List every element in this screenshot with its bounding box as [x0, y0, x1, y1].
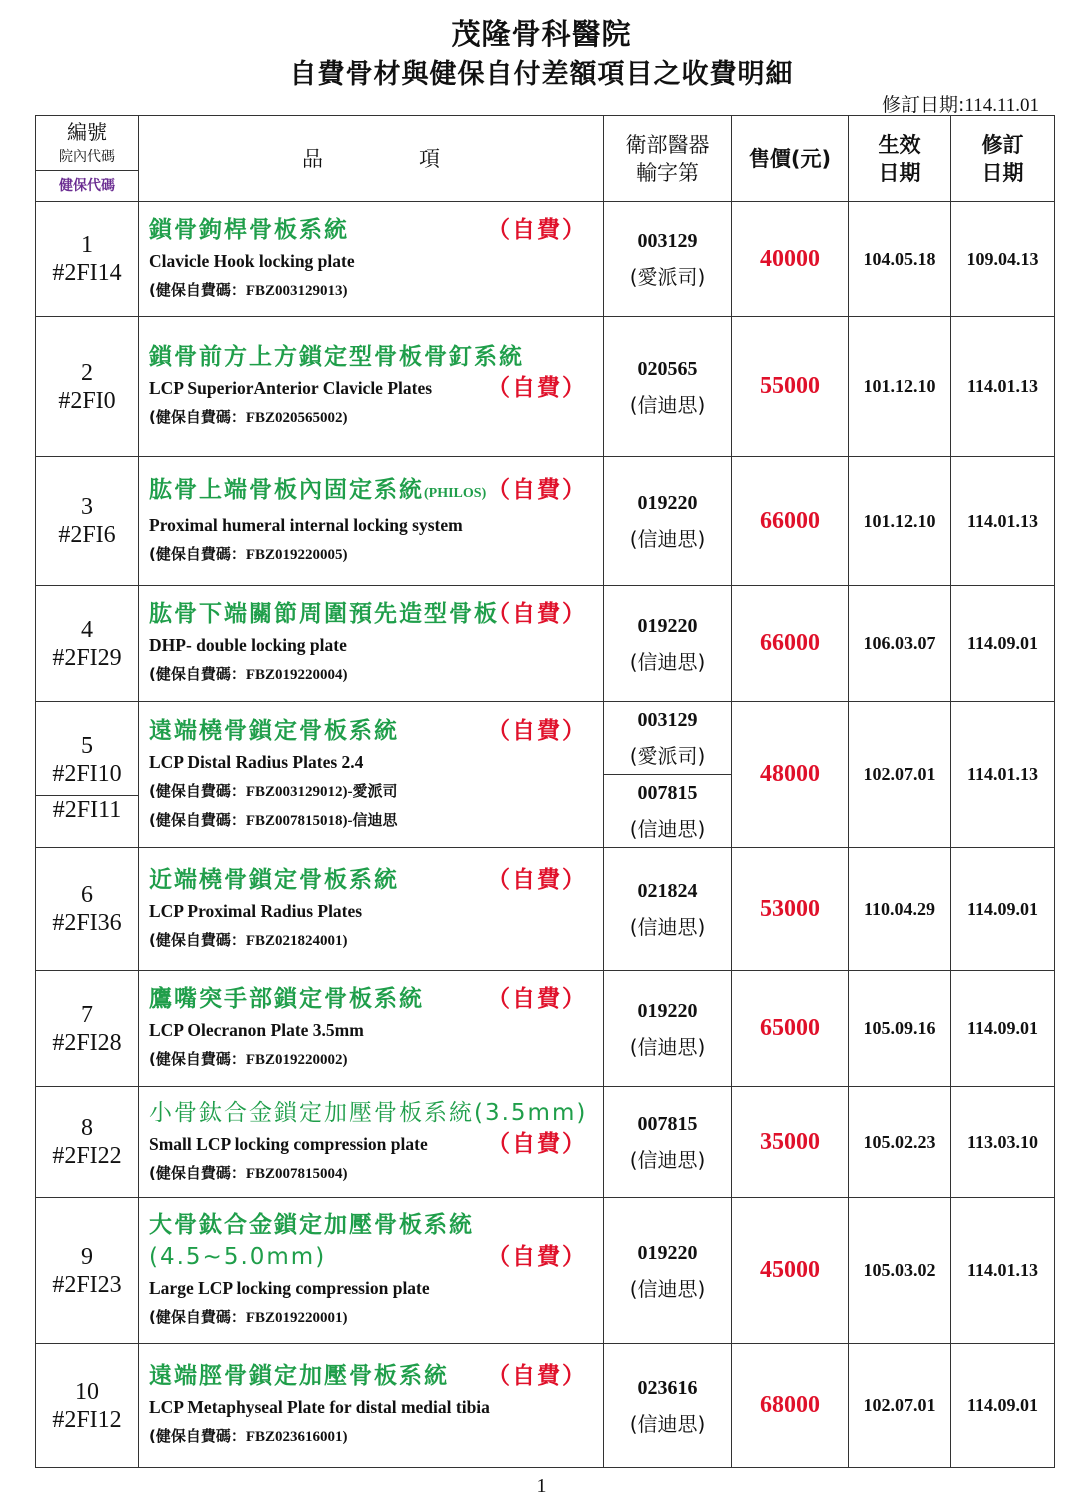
- id-cell: [36, 848, 139, 971]
- internal-code: #2FI28: [52, 1029, 122, 1056]
- self-pay-tag: （自費）: [487, 375, 587, 400]
- internal-code: #2FI0: [58, 387, 116, 414]
- license-cell: [604, 317, 732, 457]
- vendor: (信迪思): [629, 527, 706, 551]
- row-number: 9: [81, 1243, 93, 1270]
- id-cell: [36, 317, 139, 457]
- vendor: (信迪思): [629, 1034, 706, 1059]
- id-cell: [36, 586, 139, 702]
- nhi-code: (健保自費碼：FBZ020565002): [149, 408, 348, 426]
- effective-date-cell: 102.07.01: [849, 702, 951, 848]
- price-cell: 53000: [732, 848, 849, 971]
- self-pay-tag: （自費）: [487, 717, 587, 744]
- self-pay-tag: （自費）: [487, 1244, 587, 1270]
- row-number: 5: [81, 733, 93, 759]
- item-name-en: Small LCP locking compression plate: [149, 1133, 428, 1154]
- revised-date-cell: 113.03.10: [951, 1087, 1055, 1198]
- self-pay-tag: （自費）: [487, 1363, 587, 1389]
- revision-date: 修訂日期:114.11.01: [882, 94, 1039, 116]
- item-cell: [139, 848, 604, 971]
- self-pay-tag: （自費）: [487, 216, 587, 243]
- price-cell: 65000: [732, 971, 849, 1087]
- license-number-2: 007815: [637, 782, 698, 804]
- row-number: 2: [81, 359, 93, 386]
- table-row: [36, 1087, 1055, 1198]
- item-cell: [139, 202, 604, 317]
- row-number: 8: [81, 1115, 93, 1141]
- license-cell: [604, 202, 732, 317]
- license-number: 023616: [637, 1376, 698, 1399]
- table-row: [36, 848, 1055, 971]
- table-row: [36, 317, 1055, 457]
- license-cell: [604, 1087, 732, 1198]
- item-name-zh: 肱骨下端關節周圍預先造型骨板: [149, 601, 499, 627]
- internal-code: #2FI10: [52, 761, 122, 787]
- id-cell: [36, 1198, 139, 1344]
- header-effective: 生效日期: [849, 116, 951, 202]
- item-cell: [139, 1198, 604, 1344]
- id-cell: [36, 457, 139, 586]
- item-name-zh: 遠端脛骨鎖定加壓骨板系統: [149, 1363, 449, 1389]
- item-name-zh: 小骨鈦合金鎖定加壓骨板系統(3.5mm): [149, 1099, 588, 1126]
- header-id: 編號 院內代碼 健保代碼: [36, 116, 139, 202]
- effective-date-cell: 105.02.23: [849, 1087, 951, 1198]
- license-number: 021824: [637, 880, 698, 902]
- item-cell: [139, 702, 604, 848]
- internal-code: #2FI23: [52, 1271, 122, 1298]
- internal-code: #2FI12: [52, 1406, 122, 1433]
- row-number: 3: [81, 494, 93, 520]
- nhi-code: (健保自費碼：FBZ019220004): [149, 665, 348, 683]
- vendor: (信迪思): [629, 915, 706, 939]
- internal-code: #2FI36: [52, 910, 122, 936]
- table-row: [36, 1198, 1055, 1344]
- license-number: 019220: [637, 492, 698, 514]
- license-cell: [604, 971, 732, 1087]
- id-cell: [36, 202, 139, 317]
- revised-date-cell: 114.09.01: [951, 586, 1055, 702]
- license-number: 019220: [637, 999, 698, 1022]
- license-cell: [604, 586, 732, 702]
- item-name-en: LCP SuperiorAnterior Clavicle Plates: [149, 378, 433, 398]
- document-subtitle: 自費骨材與健保自付差額項目之收費明細: [289, 59, 794, 90]
- hospital-title: 茂隆骨科醫院: [451, 17, 632, 51]
- price-cell: 35000: [732, 1087, 849, 1198]
- item-name-en: Clavicle Hook locking plate: [149, 250, 355, 271]
- item-name-zh: 大骨鈦合金鎖定加壓骨板系統: [149, 1212, 474, 1238]
- item-name-en: LCP Metaphyseal Plate for distal medial tibia: [149, 1397, 490, 1417]
- table-row: [36, 702, 1055, 848]
- effective-date-cell: 106.03.07: [849, 586, 951, 702]
- license-cell: [604, 702, 732, 848]
- nhi-code: (健保自費碼：FBZ003129013): [149, 280, 348, 299]
- item-cell: [139, 1087, 604, 1198]
- license-number: 003129: [637, 709, 698, 731]
- price-table: [35, 115, 1055, 1468]
- revised-date-cell: 114.01.13: [951, 457, 1055, 586]
- vendor: (信迪思): [629, 1276, 706, 1301]
- self-pay-tag: （自費）: [487, 866, 587, 893]
- item-name-en: LCP Olecranon Plate 3.5mm: [149, 1020, 364, 1040]
- effective-date-cell: 105.09.16: [849, 971, 951, 1087]
- self-pay-tag: （自費）: [487, 1130, 587, 1156]
- license-number: 007815: [637, 1113, 698, 1135]
- license-cell: [604, 1344, 732, 1468]
- price-cell: 66000: [732, 457, 849, 586]
- license-cell: [604, 848, 732, 971]
- self-pay-tag: （自費）: [487, 986, 587, 1012]
- item-cell: [139, 457, 604, 586]
- effective-date-cell: 101.12.10: [849, 457, 951, 586]
- internal-code: #2FI22: [52, 1143, 122, 1169]
- row-number: 10: [75, 1378, 99, 1405]
- item-name-zh: 遠端橈骨鎖定骨板系統: [149, 717, 399, 744]
- item-name-en: LCP Distal Radius Plates 2.4: [149, 751, 364, 772]
- nhi-code: (健保自費碼：FBZ003129012)-愛派司: [149, 781, 398, 800]
- internal-code: #2FI6: [58, 522, 116, 548]
- price-cell: 66000: [732, 586, 849, 702]
- effective-date-cell: 102.07.01: [849, 1344, 951, 1468]
- header-item: 品 項: [139, 116, 604, 202]
- table-row: [36, 971, 1055, 1087]
- license-cell: [604, 1198, 732, 1344]
- effective-date-cell: 110.04.29: [849, 848, 951, 971]
- revised-date-cell: 114.09.01: [951, 1344, 1055, 1468]
- effective-date-cell: 105.03.02: [849, 1198, 951, 1344]
- vendor-2: (信迪思): [629, 817, 706, 841]
- price-cell: 40000: [732, 202, 849, 317]
- revised-date-cell: 114.01.13: [951, 702, 1055, 848]
- self-pay-tag: （自費）: [487, 476, 587, 503]
- price-cell: 48000: [732, 702, 849, 848]
- table-row: [36, 202, 1055, 317]
- vendor: (信迪思): [629, 1411, 706, 1436]
- effective-date-cell: 101.12.10: [849, 317, 951, 457]
- item-name-en: DHP- double locking plate: [149, 635, 347, 655]
- nhi-code: (健保自費碼：FBZ019220001): [149, 1308, 348, 1326]
- license-cell: [604, 457, 732, 586]
- row-number: 1: [81, 232, 93, 258]
- internal-code: #2FI29: [52, 644, 122, 671]
- table-row: [36, 1344, 1055, 1468]
- item-cell: [139, 1344, 604, 1468]
- id-cell: [36, 702, 139, 848]
- price-cell: 68000: [732, 1344, 849, 1468]
- internal-code: #2FI14: [52, 260, 122, 286]
- nhi-code: (健保自費碼：FBZ019220005): [149, 544, 348, 563]
- id-cell: [36, 971, 139, 1087]
- table-row: [36, 586, 1055, 702]
- price-cell: 45000: [732, 1198, 849, 1344]
- nhi-code-2: (健保自費碼：FBZ007815018)-信迪思: [149, 810, 398, 829]
- vendor: (信迪思): [629, 392, 706, 417]
- license-number: 019220: [637, 1241, 698, 1264]
- revised-date-cell: 109.04.13: [951, 202, 1055, 317]
- price-cell: 55000: [732, 317, 849, 457]
- header-license: 衛部醫器輸字第: [604, 116, 732, 202]
- header-price: 售價(元): [732, 116, 849, 202]
- vendor: (愛派司): [629, 265, 706, 289]
- nhi-code: (健保自費碼：FBZ023616001): [149, 1427, 348, 1445]
- header-revised: 修訂日期: [951, 116, 1055, 202]
- row-number: 4: [81, 616, 93, 643]
- internal-code-2: #2FI11: [52, 797, 122, 823]
- page-number: 1: [536, 1475, 547, 1497]
- item-cell: [139, 317, 604, 457]
- item-name-en: LCP Proximal Radius Plates: [149, 900, 363, 921]
- item-name-zh: 肱骨上端骨板內固定系統: [149, 476, 424, 503]
- vendor: (信迪思): [629, 649, 706, 674]
- item-name-en: Proximal humeral internal locking system: [149, 514, 463, 535]
- row-number: 7: [81, 1001, 93, 1028]
- item-name-zh: 鎖骨前方上方鎖定型骨板骨釘系統: [149, 344, 524, 370]
- revised-date-cell: 114.01.13: [951, 1198, 1055, 1344]
- self-pay-tag: （自費）: [487, 601, 587, 627]
- license-number: 020565: [637, 357, 698, 380]
- vendor: (愛派司): [629, 744, 706, 768]
- item-name-zh: 近端橈骨鎖定骨板系統: [149, 866, 399, 893]
- nhi-code: (健保自費碼：FBZ021824001): [149, 930, 348, 949]
- license-number: 003129: [637, 230, 698, 252]
- item-cell: [139, 971, 604, 1087]
- item-name-zh-small: (PHILOS): [424, 485, 487, 501]
- table-row: [36, 457, 1055, 586]
- revised-date-cell: 114.01.13: [951, 317, 1055, 457]
- license-number: 019220: [637, 614, 698, 637]
- nhi-code: (健保自費碼：FBZ007815004): [149, 1163, 348, 1182]
- item-name-zh-2: (4.5~5.0mm): [149, 1244, 327, 1270]
- id-cell: [36, 1087, 139, 1198]
- item-name-en: Large LCP locking compression plate: [149, 1278, 430, 1298]
- row-number: 6: [81, 882, 93, 908]
- effective-date-cell: 104.05.18: [849, 202, 951, 317]
- nhi-code: (健保自費碼：FBZ019220002): [149, 1050, 348, 1068]
- vendor: (信迪思): [629, 1148, 706, 1172]
- item-name-zh: 鷹嘴突手部鎖定骨板系統: [149, 986, 424, 1012]
- id-cell: [36, 1344, 139, 1468]
- item-name-zh: 鎖骨鉤桿骨板系統: [149, 216, 349, 243]
- item-cell: [139, 586, 604, 702]
- revised-date-cell: 114.09.01: [951, 848, 1055, 971]
- revised-date-cell: 114.09.01: [951, 971, 1055, 1087]
